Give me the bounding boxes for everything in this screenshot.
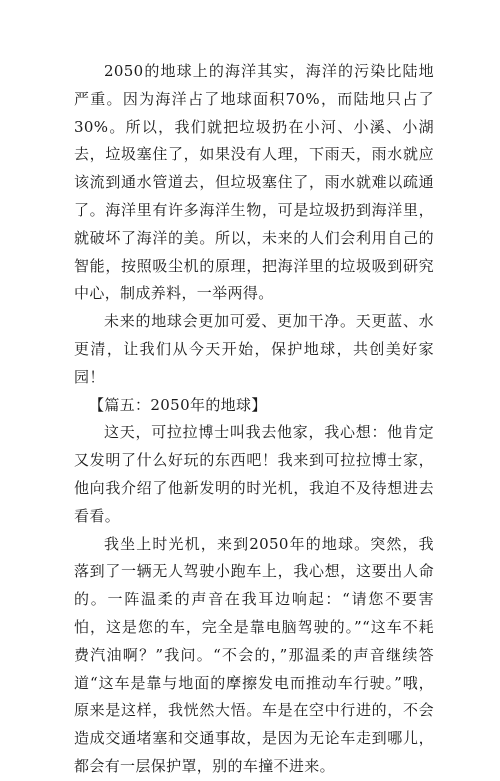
paragraph-future-earth: 未来的地球会更加可爱、更加干净。天更蓝、水更清，让我们从今天开始，保护地球，共创美好家园！ xyxy=(74,312,434,386)
paragraph-time-machine: 这天，可拉拉博士叫我去他家，我心想：他肯定又发明了什么好玩的东西吧！我来到可拉拉博士家，他向我介绍了他新发明的时光机，我迫不及待想进去看看。 xyxy=(74,423,434,525)
section-heading: 【篇五：2050年的地球】 xyxy=(89,395,267,414)
document-body xyxy=(74,58,434,781)
paragraph-driverless-car: 我坐上时光机，来到2050年的地球。突然，我落到了一辆无人驾驶小跑车上，我心想，这要出人命的。一阵温柔的声音在我耳边响起：“请您不要害怕，这是您的车，完全是靠电脑驾驶的。”“这车不耗费汽油啊？”我问。“不会的，”那温柔的声音继续答道“这车是靠与地面的摩擦发电而推动车行驶。”哦，原来是这样，我恍然大悟。车是在空中行进的，不会造成交通堵塞和交通事故，是因为无论车走到哪儿，都会有一层保护罩，别的车撞不进来。 xyxy=(74,534,434,775)
paragraph-ocean-pollution: 2050的地球上的海洋其实，海洋的污染比陆地严重。因为海洋占了地球面积70%，而陆地只占了30%。所以，我们就把垃圾扔在小河、小溪、小湖去，垃圾塞住了，如果没有人理，下雨天，雨水就应该流到通水管道去，但垃圾塞住了，雨水就难以疏通了。海洋里有许多海洋生物，可是垃圾扔到海洋里，就破坏了海洋的美。所以，未来的人们会利用自己的智能，按照吸尘机的原理，把海洋里的垃圾吸到研究中心，制成养料，一举两得。 xyxy=(74,62,434,303)
